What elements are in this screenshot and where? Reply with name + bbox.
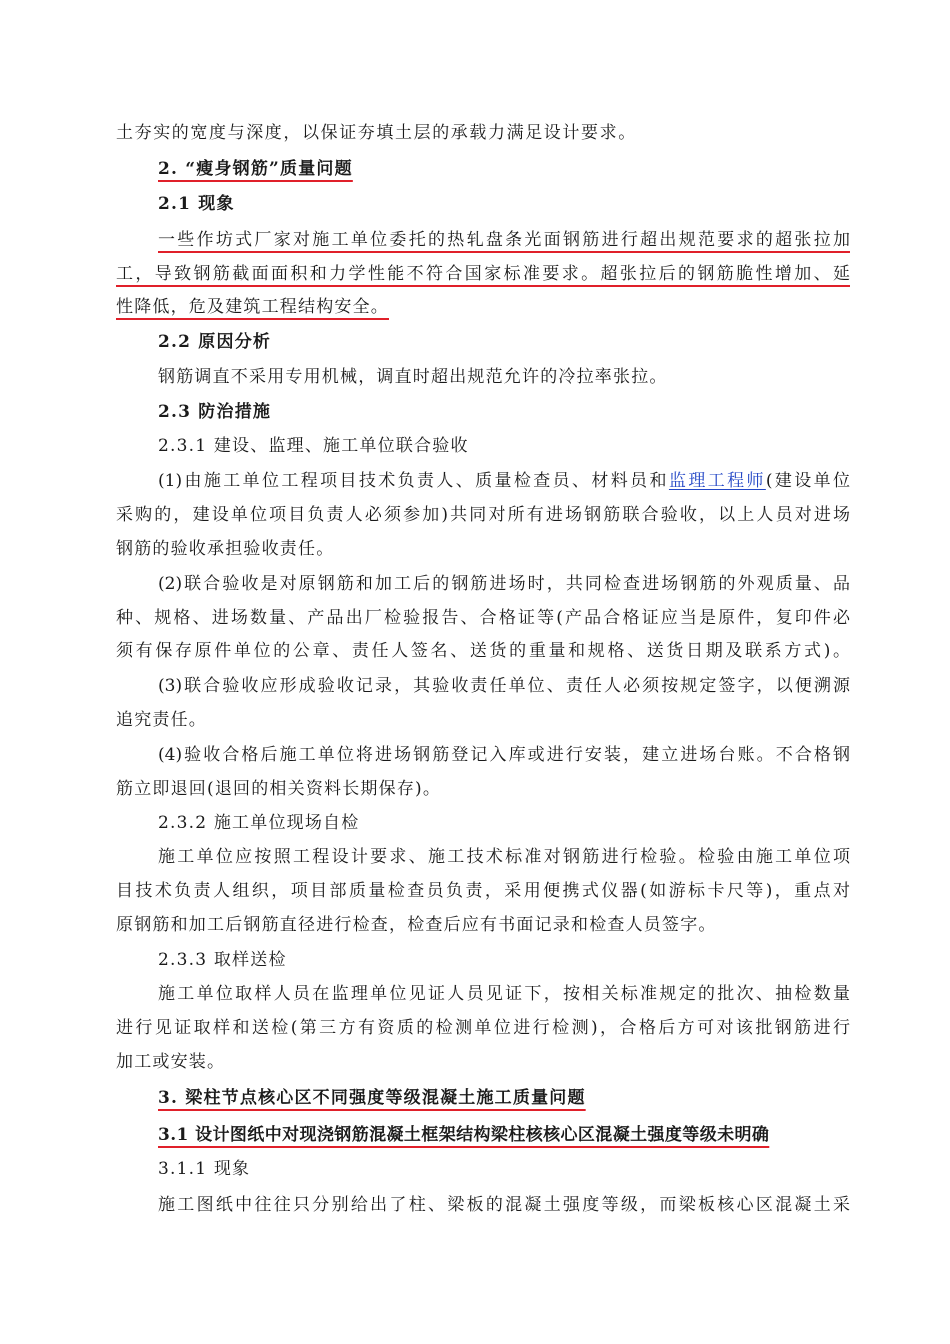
paragraph-line: 钢筋的验收承担验收责任。	[116, 539, 335, 559]
paragraph-line: 种、规格、进场数量、产品出厂检验报告、合格证等(产品合格证应当是原件，复印件必	[116, 608, 850, 628]
paragraph-line: 施工图纸中往往只分别给出了柱、梁板的混凝土强度等级，而梁板核心区混凝土采	[158, 1195, 850, 1215]
paragraph-line: 原钢筋和加工后钢筋直径进行检查，检查后应有书面记录和检查人员签字。	[116, 915, 717, 935]
heading-text: 2. “瘦身钢筋”质量问题	[158, 159, 353, 179]
paragraph-line: (1)由施工单位工程项目技术负责人、质量检查员、材料员和监理工程师(建设单位	[158, 471, 850, 491]
paragraph-line: 一些作坊式厂家对施工单位委托的热轧盘条光面钢筋进行超出规范要求的超张拉加	[158, 230, 850, 250]
paragraph-line: 须有保存原件单位的公章、责任人签名、送货的重量和规格、送货日期及联系方式)。	[116, 641, 850, 661]
subsection-heading-2-3-2: 2.3.2 施工单位现场自检	[158, 813, 360, 833]
paragraph-line: 工，导致钢筋截面面积和力学性能不符合国家标准要求。超张拉后的钢筋脆性增加、延	[116, 264, 850, 284]
paragraph-line: 加工或安装。	[116, 1052, 226, 1072]
section-heading-2	[158, 158, 353, 180]
subsection-heading-2-1: 2.1 现象	[158, 194, 235, 214]
paragraph-line: (3)联合验收应形成验收记录，其验收责任单位、责任人必须按规定签字，以便溯源	[158, 676, 850, 696]
paragraph-line: 进行见证取样和送检(第三方有资质的检测单位进行检测)，合格后方可对该批钢筋进行	[116, 1018, 850, 1038]
subsection-heading-3-1: 3.1 设计图纸中对现浇钢筋混凝土框架结构梁柱核核心区混凝土强度等级未明确	[158, 1125, 770, 1145]
paragraph-line: 土夯实的宽度与深度，以保证夯填土层的承载力满足设计要求。	[116, 123, 637, 143]
paragraph-line: 施工单位取样人员在监理单位见证人员见证下，按相关标准规定的批次、抽检数量	[158, 984, 850, 1004]
section-heading-3: 3. 梁柱节点核心区不同强度等级混凝土施工质量问题	[158, 1088, 586, 1108]
subsection-heading-2-3-3: 2.3.3 取样送检	[158, 950, 287, 970]
paragraph-line: (4)验收合格后施工单位将进场钢筋登记入库或进行安装，建立进场台账。不合格钢	[158, 745, 850, 765]
paragraph-line: 追究责任。	[116, 710, 207, 730]
subsection-heading-3-1-1: 3.1.1 现象	[158, 1159, 251, 1179]
paragraph-line: 目技术负责人组织，项目部质量检查员负责，采用便携式仪器(如游标卡尺等)，重点对	[116, 881, 850, 901]
paragraph-line: 性降低，危及建筑工程结构安全。	[116, 297, 389, 317]
paragraph-line: (2)联合验收是对原钢筋和加工后的钢筋进场时，共同检查进场钢筋的外观质量、品	[158, 574, 850, 594]
paragraph-line: 施工单位应按照工程设计要求、施工技术标准对钢筋进行检验。检验由施工单位项	[158, 847, 850, 867]
paragraph-line: 钢筋调直不采用专用机械，调直时超出规范允许的冷拉率张拉。	[158, 367, 668, 387]
subsection-heading-2-3: 2.3 防治措施	[158, 402, 272, 422]
paragraph-line: 采购的，建设单位项目负责人必须参加)共同对所有进场钢筋联合验收，以上人员对进场	[116, 505, 850, 525]
subsection-heading-2-3-1: 2.3.1 建设、监理、施工单位联合验收	[158, 436, 469, 456]
supervisor-engineer-link[interactable]: 监理工程师	[668, 471, 766, 491]
subsection-heading-2-2: 2.2 原因分析	[158, 332, 272, 352]
paragraph-line: 筋立即退回(退回的相关资料长期保存)。	[116, 779, 442, 799]
